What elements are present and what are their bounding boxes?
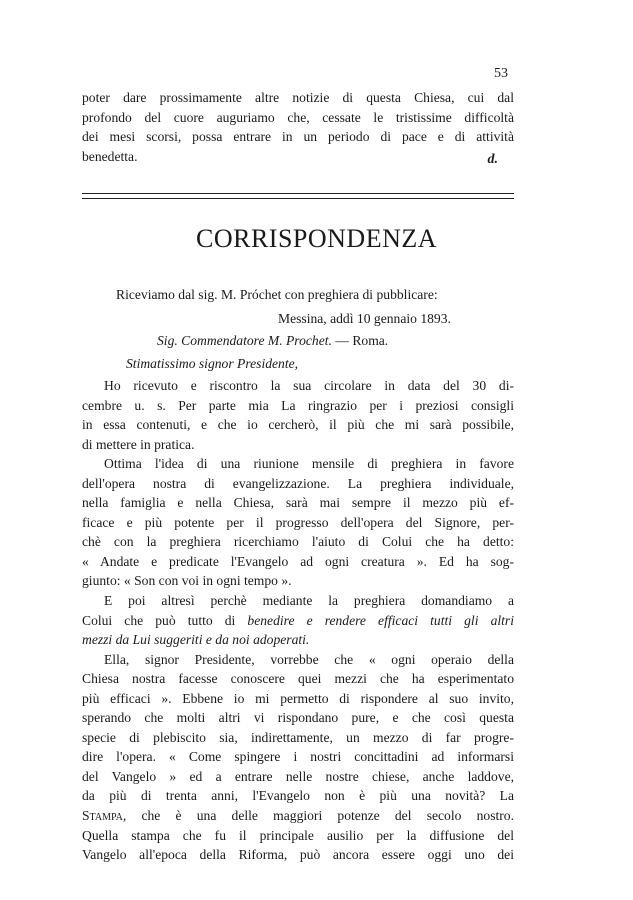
intro-line: poter dare prossimamente altre notizie di questa Chiesa, cui dal [82, 90, 514, 105]
addressee [157, 331, 388, 350]
divider-rule-bottom [82, 198, 514, 199]
section-title: CORRISPONDENZA [195, 224, 438, 253]
intro-line: profondo del cuore auguriamo che, cessate le tristissime difficoltà [82, 109, 514, 125]
body-fragment-italic: benedire e rendere efficaci tutti gli altri [247, 612, 514, 628]
salutation: Stimatissimo signor Presidente, [126, 356, 299, 371]
body-fragment: , che è una delle maggiori potenze del secolo nostro. [122, 808, 514, 824]
body-line: E poi altresì perchè mediante la preghiera domandiamo a [104, 593, 514, 609]
addressee-name: Sig. Commendatore M. Prochet. [157, 333, 332, 348]
body-line: dell'opera nostra di evangelizzazione. La preghiera individuale, [82, 475, 514, 491]
body-line: cembre u. s. Per parte mia La ringrazio per i preziosi consigli [82, 397, 514, 413]
body-line: Ottima l'idea di una riunione mensile di preghiera in favore [104, 456, 514, 472]
page-number: 53 [494, 66, 508, 81]
body-fragment-smallcaps: Stampa [82, 808, 123, 824]
body-line-mixed [82, 806, 514, 826]
body-line: nella famiglia e nella Chiesa, sarà mai sempre il mezzo più ef- [82, 495, 514, 511]
signature-initial: d. [487, 152, 498, 167]
body-line: specie di plebiscito sia, indirettamente, un mezzo di far progre- [82, 729, 514, 745]
body-line: dire l'opera. « Come spingere i nostri concittadini ad informarsi [82, 749, 514, 765]
body-line: Chiesa nostra facesse conoscere quei mezzi che ha esperimentato [82, 671, 514, 687]
body-line: in essa contenuti, e che io cercherò, il più che mi sarà possibile, [82, 417, 514, 433]
body-line: Ella, signor Presidente, vorrebbe che « ogni operaio della [104, 651, 514, 667]
body-line-mixed [82, 611, 514, 631]
place-date: Messina, addì 10 gennaio 1893. [278, 311, 451, 326]
body-line: « Andate e predicate l'Evangelo ad ogni creatura ». Ed ha sog- [82, 553, 514, 569]
intro-line: dei mesi scorsi, possa entrare in un periodo di pace e di attività [82, 129, 514, 145]
lead-line: Riceviamo dal sig. M. Próchet con preghiera di pubblicare: [116, 287, 438, 302]
body-fragment: Colui che può tutto di [82, 612, 236, 628]
intro-line: benedetta. [82, 148, 138, 164]
body-line: giunto: « Son con voi in ogni tempo ». [82, 573, 292, 589]
body-line: del Vangelo » ed a entrare nelle nostre chiese, anche laddove, [82, 768, 514, 784]
body-line: Ho ricevuto e riscontro la sua circolare in data del 30 di- [104, 378, 514, 393]
letter-body [82, 376, 514, 865]
body-line: chè con la preghiera ricerchiamo l'aiuto di Colui che ha detto: [82, 534, 514, 550]
body-line: Quella stampa che fu il principale ausilio per la diffusione del [82, 827, 514, 843]
body-line: di mettere in pratica. [82, 436, 195, 452]
body-line: ficace e più potente per il progresso dell'opera del Signore, per- [82, 514, 514, 530]
body-line: da più di trenta anni, l'Evangelo non è più una novità? La [82, 788, 514, 804]
body-line: più efficaci ». Ebbene io mi permetto di rispondere al suo invito, [82, 690, 514, 706]
body-line: Vangelo all'epoca della Riforma, può ancora essere oggi uno dei [82, 847, 514, 863]
divider-rule-top [82, 193, 514, 194]
addressee-city: — Roma. [335, 333, 389, 348]
body-fragment-italic: mezzi da [82, 632, 130, 648]
intro-paragraph [82, 88, 514, 166]
body-fragment-italic: Lui suggeriti e da noi adoperati. [132, 632, 310, 648]
body-line: sperando che molti altri vi rispondano pure, e che così questa [82, 710, 514, 726]
body-line-mixed [82, 630, 514, 650]
